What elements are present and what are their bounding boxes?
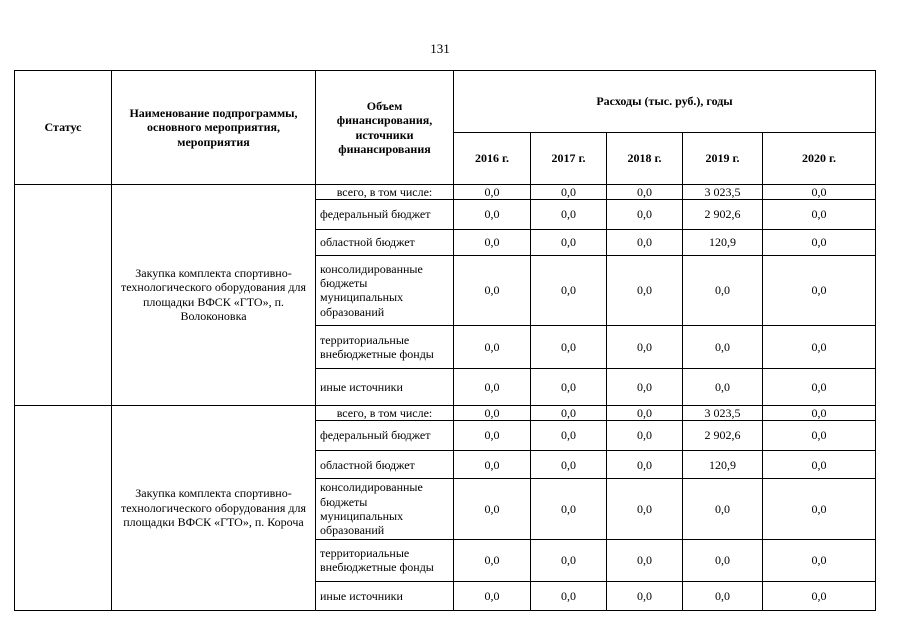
funding-source: консолидированные бюджеты муниципальных образований	[316, 255, 454, 325]
value-cell: 0,0	[454, 255, 531, 325]
value-cell: 0,0	[531, 369, 607, 405]
funding-source: областной бюджет	[316, 451, 454, 479]
funding-source: иные источники	[316, 581, 454, 610]
value-cell: 0,0	[454, 479, 531, 539]
value-cell: 0,0	[763, 581, 876, 610]
value-cell: 0,0	[454, 451, 531, 479]
value-cell: 0,0	[454, 581, 531, 610]
value-cell: 0,0	[683, 326, 763, 369]
value-cell: 3 023,5	[683, 405, 763, 420]
value-cell: 120,9	[683, 229, 763, 255]
value-cell: 0,0	[607, 229, 683, 255]
value-cell: 0,0	[531, 229, 607, 255]
value-cell: 0,0	[763, 200, 876, 229]
value-cell: 0,0	[531, 420, 607, 450]
header-year: 2019 г.	[683, 133, 763, 185]
status-cell	[15, 185, 112, 406]
value-cell: 0,0	[763, 229, 876, 255]
value-cell: 0,0	[683, 539, 763, 581]
value-cell: 0,0	[531, 326, 607, 369]
header-status: Статус	[15, 71, 112, 185]
header-year: 2018 г.	[607, 133, 683, 185]
value-cell: 0,0	[763, 420, 876, 450]
funding-source: федеральный бюджет	[316, 200, 454, 229]
header-year: 2017 г.	[531, 133, 607, 185]
table-row	[15, 185, 876, 200]
value-cell: 2 902,6	[683, 200, 763, 229]
value-cell: 0,0	[763, 369, 876, 405]
value-cell: 0,0	[531, 405, 607, 420]
value-cell: 0,0	[763, 451, 876, 479]
funding-source: территориальные внебюджетные фонды	[316, 326, 454, 369]
value-cell: 0,0	[683, 479, 763, 539]
value-cell: 0,0	[531, 255, 607, 325]
value-cell: 3 023,5	[683, 185, 763, 200]
value-cell: 0,0	[763, 255, 876, 325]
header-expenses: Расходы (тыс. руб.), годы	[454, 71, 876, 133]
page-number: 131	[430, 41, 450, 56]
value-cell: 0,0	[763, 326, 876, 369]
value-cell: 0,0	[607, 255, 683, 325]
value-cell: 0,0	[531, 185, 607, 200]
value-cell: 0,0	[607, 185, 683, 200]
event-name-cell: Закупка комплекта спортивно-технологического оборудования для площадки ВФСК «ГТО», п. Короча	[112, 405, 316, 611]
value-cell: 0,0	[531, 200, 607, 229]
value-cell: 0,0	[607, 479, 683, 539]
value-cell: 0,0	[683, 255, 763, 325]
value-cell: 0,0	[607, 539, 683, 581]
value-cell: 2 902,6	[683, 420, 763, 450]
value-cell: 0,0	[607, 369, 683, 405]
value-cell: 0,0	[454, 185, 531, 200]
value-cell: 0,0	[683, 581, 763, 610]
funding-source: территориальные внебюджетные фонды	[316, 539, 454, 581]
status-cell	[15, 405, 112, 611]
value-cell: 0,0	[454, 369, 531, 405]
value-cell: 0,0	[454, 405, 531, 420]
value-cell: 120,9	[683, 451, 763, 479]
value-cell: 0,0	[607, 420, 683, 450]
header-funding: Объем финансирования, источники финансирования	[316, 71, 454, 185]
value-cell: 0,0	[454, 200, 531, 229]
value-cell: 0,0	[454, 539, 531, 581]
value-cell: 0,0	[454, 229, 531, 255]
funding-source: консолидированные бюджеты муниципальных образований	[316, 479, 454, 539]
value-cell: 0,0	[607, 451, 683, 479]
value-cell: 0,0	[607, 405, 683, 420]
value-cell: 0,0	[763, 185, 876, 200]
value-cell: 0,0	[531, 451, 607, 479]
event-name-cell: Закупка комплекта спортивно-технологического оборудования для площадки ВФСК «ГТО», п. Волоконовка	[112, 185, 316, 406]
value-cell: 0,0	[454, 420, 531, 450]
funding-source: всего, в том числе:	[316, 185, 454, 200]
value-cell: 0,0	[763, 405, 876, 420]
funding-source: иные источники	[316, 369, 454, 405]
value-cell: 0,0	[607, 326, 683, 369]
value-cell: 0,0	[531, 581, 607, 610]
funding-source: федеральный бюджет	[316, 420, 454, 450]
value-cell: 0,0	[607, 200, 683, 229]
table-row	[15, 405, 876, 420]
value-cell: 0,0	[531, 479, 607, 539]
value-cell: 0,0	[454, 326, 531, 369]
funding-table	[14, 70, 876, 611]
value-cell: 0,0	[607, 581, 683, 610]
funding-source: областной бюджет	[316, 229, 454, 255]
value-cell: 0,0	[763, 539, 876, 581]
header-year: 2020 г.	[763, 133, 876, 185]
value-cell: 0,0	[683, 369, 763, 405]
header-year: 2016 г.	[454, 133, 531, 185]
header-name: Наименование подпрограммы, основного мероприятия, мероприятия	[112, 71, 316, 185]
funding-source: всего, в том числе:	[316, 405, 454, 420]
value-cell: 0,0	[531, 539, 607, 581]
value-cell: 0,0	[763, 479, 876, 539]
